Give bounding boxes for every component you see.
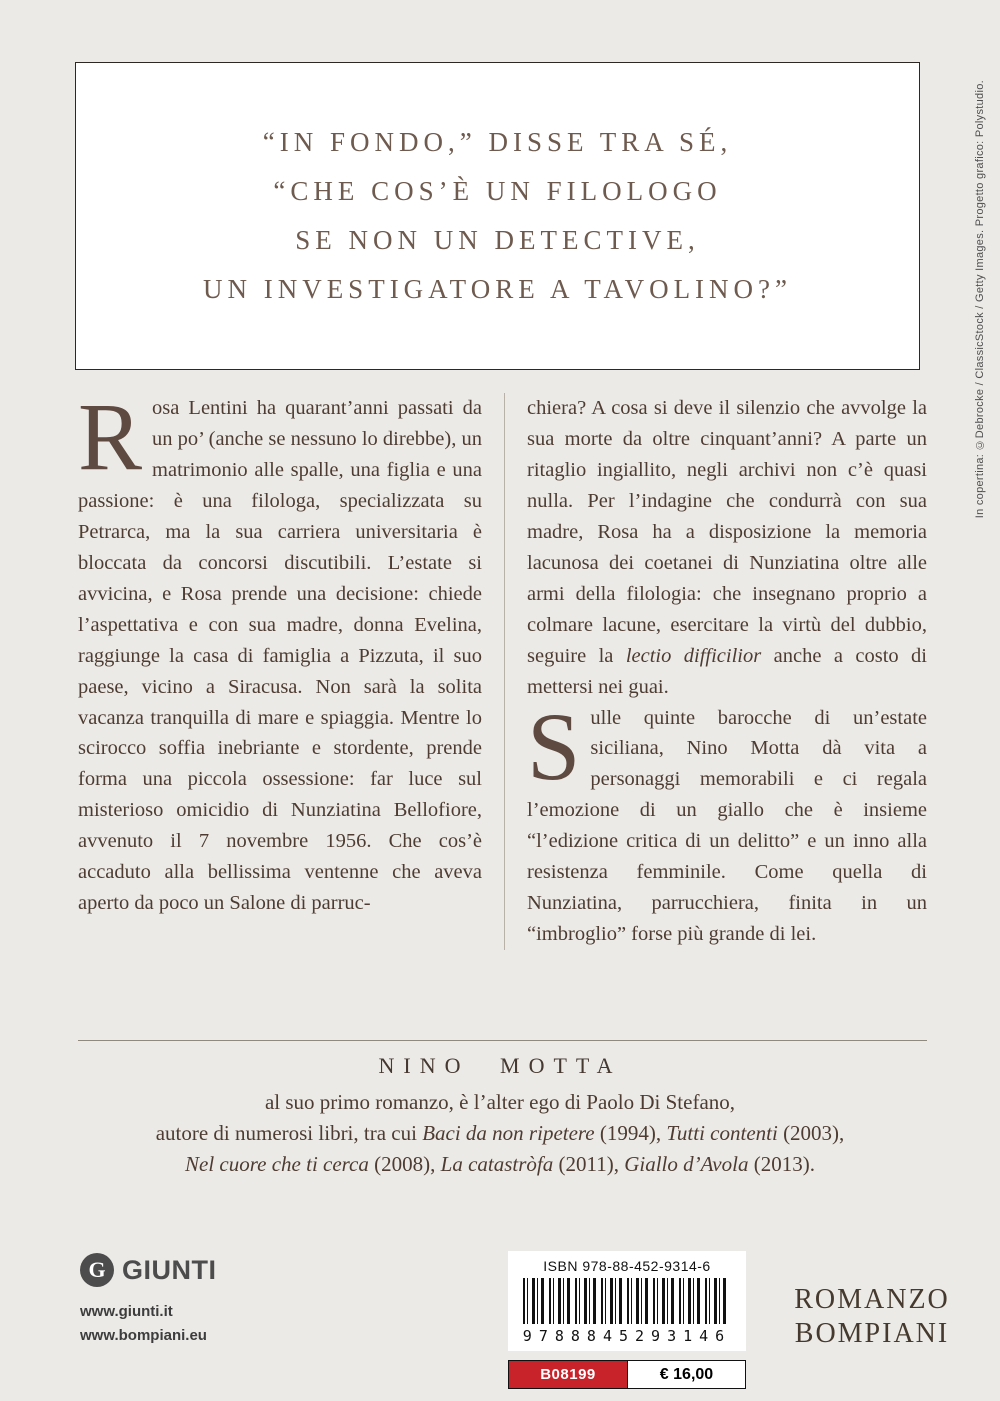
edition-code: B08199 xyxy=(509,1361,627,1388)
quote-box xyxy=(75,62,920,370)
imprint-line-1: ROMANZO xyxy=(794,1284,950,1315)
author-bio xyxy=(0,1053,1000,1180)
divider-rule xyxy=(78,1040,927,1041)
dropcap-r: R xyxy=(78,383,143,490)
quote-line-1: “IN FONDO,” DISSE TRA SÉ, xyxy=(262,126,733,157)
website-bompiani: www.bompiani.eu xyxy=(80,1327,207,1344)
imprint-line-2: BOMPIANI xyxy=(794,1317,950,1349)
synopsis-column-2 xyxy=(504,393,927,950)
synopsis xyxy=(78,383,927,950)
isbn-label: ISBN 978-88-452-9314-6 xyxy=(543,1258,711,1274)
dropcap-s: S xyxy=(527,692,581,800)
barcode-icon xyxy=(523,1278,731,1324)
giunti-logo xyxy=(80,1253,217,1287)
giunti-logo-label: GIUNTI xyxy=(122,1254,217,1285)
author-bio-line-2: autore di numerosi libri, tra cui Baci da non ripetere (1994), Tutti contenti (2003), xyxy=(155,1121,845,1145)
barcode-digits: 9788845293146 xyxy=(522,1327,732,1345)
quote-line-4: UN INVESTIGATORE A TAVOLINO?” xyxy=(202,274,793,305)
synopsis-paragraph-1-continued xyxy=(527,393,927,703)
quote-line-2: “CHE COS’È UN FILOLOGO xyxy=(273,175,722,206)
author-bio-line-3: Nel cuore che ti cerca (2008), La catastròfa (2011), Giallo d’Avola (2013). xyxy=(185,1152,815,1176)
barcode-box xyxy=(508,1251,746,1351)
giunti-logo-icon: G xyxy=(80,1253,114,1287)
price: € 16,00 xyxy=(627,1361,745,1388)
author-bio-line-1: al suo primo romanzo, è l’alter ego di Paolo Di Stefano, xyxy=(264,1090,736,1114)
synopsis-paragraph-1-continued-text: chiera? A cosa si deve il silenzio che avvolge la sua morte da oltre cinquant’anni? A parte un ritaglio ingiallito, negli archivi non c’è quasi nulla. Per l’indagine che condurrà con sua madre, Rosa ha a disposizione la memoria lacunosa dei coetanei di Nunziatina oltre alle armi della filologia: che insegnano proprio a colmare lacune, esercitare la virtù del dubbio, seguire la lectio difficilior anche a costo di mettersi nei guai. xyxy=(527,397,927,698)
quote-line-3: SE NON UN DETECTIVE, xyxy=(295,225,700,255)
synopsis-paragraph-2-text: ulle quinte barocche di un’estate siciliana, Nino Motta dà vita a personaggi memorabili e ci regala l’emozione di un giallo che è insieme “l’edizione critica di un delitto” e un inno alla resistenza femminile. Come quella di Nunziatina, parrucchiera, finita in un “imbroglio” forse più grande di lei. xyxy=(527,706,927,946)
synopsis-paragraph-1 xyxy=(78,383,482,919)
website-giunti: www.giunti.it xyxy=(80,1303,173,1320)
photo-credit-vertical: In copertina: ©Debrocke / ClassicStock / Getty Images. Progetto grafico: Polystudio. xyxy=(974,80,986,519)
publisher-websites xyxy=(80,1300,207,1348)
synopsis-column-1 xyxy=(78,383,482,950)
synopsis-paragraph-1-text: osa Lentini ha quarant’anni passati da un po’ (anche se nessuno lo direbbe), un matrimonio alle spalle, una figlia e una passione: è una filologa, specializzata su Petrarca, ma la sua carriera universitaria è bloccata da concorsi discutibili. L’estate si avvicina, e Rosa prende una decisione: chiede l’aspettativa e con sua madre, donna Evelina, raggiunge la casa di famiglia a Pizzuta, il suo paese, vicino a Siracusa. Non sarà la solita vacanza tranquilla di mare e spiaggia. Mentre lo scirocco soffia inebriante e stordente, prende forma una piccola ossessione: far luce sul misterioso omicidio di Nunziatina Bellofiore, avvenuto il 7 novembre 1956. Che cos’è accaduto alla bellissima ventenne che aveva aperto da poco un Salone di parruc- xyxy=(78,397,482,915)
imprint xyxy=(772,1283,972,1350)
synopsis-paragraph-2 xyxy=(527,692,927,951)
author-name: NINO MOTTA xyxy=(378,1053,622,1078)
price-strip xyxy=(508,1360,746,1389)
